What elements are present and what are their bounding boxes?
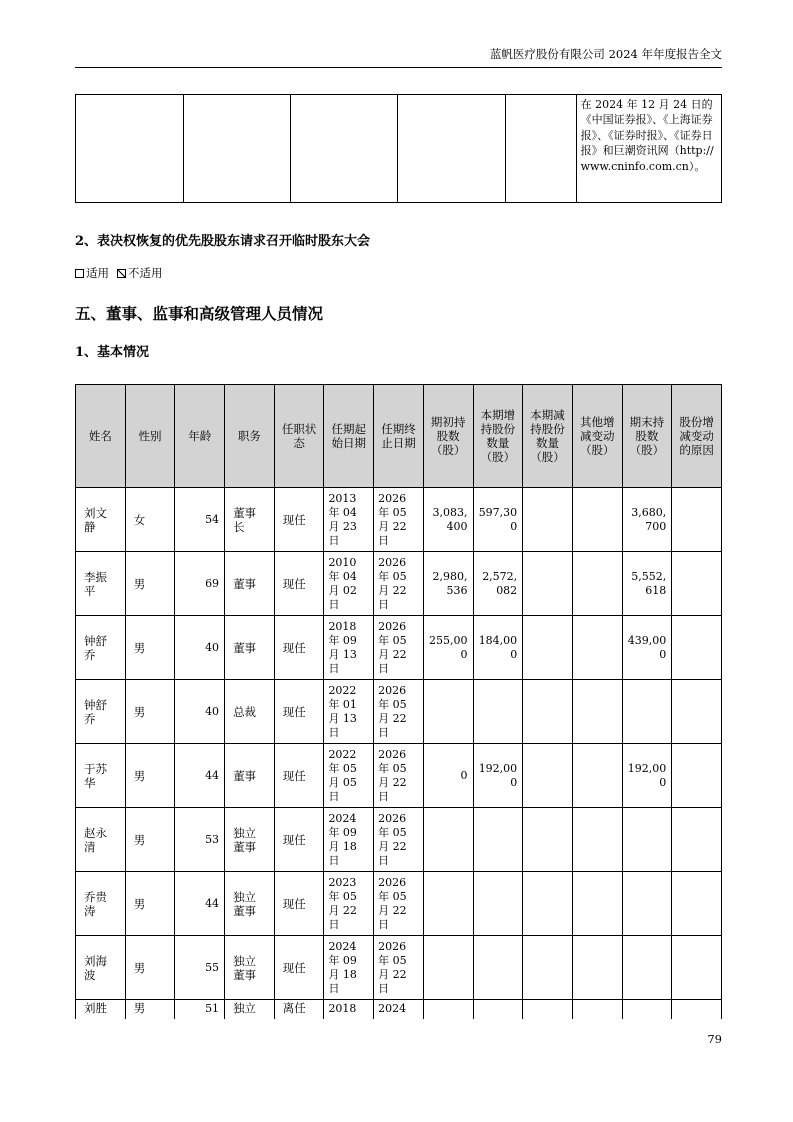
cell bbox=[523, 616, 573, 680]
column-header: 期末持股数（股） bbox=[622, 385, 672, 488]
cell bbox=[672, 744, 722, 808]
cell bbox=[672, 872, 722, 936]
cell bbox=[473, 808, 523, 872]
cell bbox=[672, 616, 722, 680]
cell bbox=[423, 680, 473, 744]
cell: 3,083,400 bbox=[423, 488, 473, 552]
applicable-line bbox=[75, 266, 722, 281]
cell bbox=[523, 872, 573, 936]
page-number: 79 bbox=[707, 1032, 722, 1046]
cell: 44 bbox=[175, 744, 225, 808]
cell: 2024 年 09 月 18 日 bbox=[324, 808, 374, 872]
cell bbox=[572, 936, 622, 1000]
table-row bbox=[76, 680, 722, 744]
cell: 2026 年 05 月 22 日 bbox=[374, 936, 424, 1000]
cell: 69 bbox=[175, 552, 225, 616]
cell: 男 bbox=[125, 680, 175, 744]
cell: 5,552,618 bbox=[622, 552, 672, 616]
empty-cell bbox=[505, 95, 576, 203]
cell: 刘海波 bbox=[76, 936, 126, 1000]
cell: 2022 年 01 月 13 日 bbox=[324, 680, 374, 744]
cell: 现任 bbox=[274, 808, 324, 872]
column-header: 姓名 bbox=[76, 385, 126, 488]
cell bbox=[423, 1000, 473, 1019]
column-header: 年龄 bbox=[175, 385, 225, 488]
cell bbox=[572, 744, 622, 808]
cell bbox=[423, 936, 473, 1000]
cell: 男 bbox=[125, 552, 175, 616]
cell: 现任 bbox=[274, 680, 324, 744]
column-header: 性别 bbox=[125, 385, 175, 488]
cell: 439,000 bbox=[622, 616, 672, 680]
directors-table-head bbox=[76, 385, 722, 488]
column-header: 任期起始日期 bbox=[324, 385, 374, 488]
cell: 2026 年 05 月 22 日 bbox=[374, 680, 424, 744]
table-row bbox=[76, 872, 722, 936]
cell: 3,680,700 bbox=[622, 488, 672, 552]
cell bbox=[672, 680, 722, 744]
cell: 于苏华 bbox=[76, 744, 126, 808]
cell: 现任 bbox=[274, 744, 324, 808]
cell: 现任 bbox=[274, 488, 324, 552]
cell bbox=[473, 872, 523, 936]
cell bbox=[423, 872, 473, 936]
cell: 2026 年 05 月 22 日 bbox=[374, 616, 424, 680]
cell: 男 bbox=[125, 616, 175, 680]
cell: 2,980,536 bbox=[423, 552, 473, 616]
cell: 刘胜 bbox=[76, 1000, 126, 1019]
applicable-option bbox=[75, 266, 109, 280]
table-row bbox=[76, 552, 722, 616]
column-header: 本期减持股份数量（股） bbox=[523, 385, 573, 488]
table-row bbox=[76, 616, 722, 680]
cell: 董事 bbox=[225, 744, 275, 808]
cell: 2024 bbox=[374, 1000, 424, 1019]
cell bbox=[672, 488, 722, 552]
cell: 2026 年 05 月 22 日 bbox=[374, 744, 424, 808]
applicable-label: 适用 bbox=[86, 266, 109, 280]
cell bbox=[523, 552, 573, 616]
cell bbox=[622, 872, 672, 936]
cell: 现任 bbox=[274, 936, 324, 1000]
cell: 2010 年 04 月 02 日 bbox=[324, 552, 374, 616]
directors-section-heading: 五、董事、监事和高级管理人员情况 bbox=[75, 304, 324, 323]
cell: 2013 年 04 月 23 日 bbox=[324, 488, 374, 552]
cell: 男 bbox=[125, 936, 175, 1000]
cell: 独立 bbox=[225, 1000, 275, 1019]
cell: 钟舒乔 bbox=[76, 680, 126, 744]
cell bbox=[672, 552, 722, 616]
column-header: 任职状态 bbox=[274, 385, 324, 488]
cell: 54 bbox=[175, 488, 225, 552]
cell: 55 bbox=[175, 936, 225, 1000]
cell bbox=[523, 808, 573, 872]
cell bbox=[672, 808, 722, 872]
cell: 2018 年 09 月 13 日 bbox=[324, 616, 374, 680]
cell: 男 bbox=[125, 744, 175, 808]
header-row bbox=[76, 385, 722, 488]
cell: 钟舒乔 bbox=[76, 616, 126, 680]
cell: 刘文静 bbox=[76, 488, 126, 552]
cell bbox=[473, 936, 523, 1000]
cell: 董事长 bbox=[225, 488, 275, 552]
cell: 董事 bbox=[225, 616, 275, 680]
cell: 2024 年 09 月 18 日 bbox=[324, 936, 374, 1000]
cell: 44 bbox=[175, 872, 225, 936]
cell: 独立董事 bbox=[225, 936, 275, 1000]
directors-table bbox=[75, 384, 722, 1019]
cell: 2023 年 05 月 22 日 bbox=[324, 872, 374, 936]
cell bbox=[572, 552, 622, 616]
cell bbox=[622, 808, 672, 872]
table-row bbox=[76, 744, 722, 808]
table-row bbox=[76, 1000, 722, 1019]
cell: 2,572,082 bbox=[473, 552, 523, 616]
column-header: 股份增减变动的原因 bbox=[672, 385, 722, 488]
cell: 192,000 bbox=[622, 744, 672, 808]
cell bbox=[523, 936, 573, 1000]
preferred-shareholders-heading: 2、表决权恢复的优先股股东请求召开临时股东大会 bbox=[75, 234, 371, 249]
cell bbox=[423, 808, 473, 872]
not-applicable-label: 不适用 bbox=[128, 266, 163, 280]
column-header: 本期增持股份数量（股） bbox=[473, 385, 523, 488]
cell: 2018 bbox=[324, 1000, 374, 1019]
column-header: 职务 bbox=[225, 385, 275, 488]
table-row bbox=[76, 95, 722, 203]
not-applicable-option bbox=[117, 266, 163, 280]
cell: 总裁 bbox=[225, 680, 275, 744]
cell bbox=[523, 744, 573, 808]
cell: 53 bbox=[175, 808, 225, 872]
directors-table-body bbox=[76, 488, 722, 1019]
cell: 男 bbox=[125, 1000, 175, 1019]
cell: 李振平 bbox=[76, 552, 126, 616]
cell: 40 bbox=[175, 616, 225, 680]
cell bbox=[473, 680, 523, 744]
cell bbox=[572, 680, 622, 744]
document-header bbox=[75, 0, 722, 68]
cell: 男 bbox=[125, 872, 175, 936]
basic-info-heading: 1、基本情况 bbox=[75, 345, 150, 360]
column-header: 任期终止日期 bbox=[374, 385, 424, 488]
cell: 女 bbox=[125, 488, 175, 552]
cell: 现任 bbox=[274, 616, 324, 680]
disclosure-media-table bbox=[75, 94, 722, 203]
cell: 192,000 bbox=[473, 744, 523, 808]
cell: 2026 年 05 月 22 日 bbox=[374, 552, 424, 616]
table-row bbox=[76, 488, 722, 552]
cell: 51 bbox=[175, 1000, 225, 1019]
cell bbox=[523, 680, 573, 744]
cell: 董事 bbox=[225, 552, 275, 616]
empty-cell bbox=[291, 95, 398, 203]
cell: 0 bbox=[423, 744, 473, 808]
cell: 255,000 bbox=[423, 616, 473, 680]
report-title: 蓝帆医疗股份有限公司 2024 年年度报告全文 bbox=[489, 47, 722, 61]
cell bbox=[473, 1000, 523, 1019]
cell: 184,000 bbox=[473, 616, 523, 680]
cell bbox=[622, 680, 672, 744]
cell: 现任 bbox=[274, 552, 324, 616]
cell bbox=[622, 1000, 672, 1019]
table-row bbox=[76, 808, 722, 872]
cell: 乔贵涛 bbox=[76, 872, 126, 936]
cell: 597,300 bbox=[473, 488, 523, 552]
empty-cell bbox=[76, 95, 184, 203]
cell bbox=[572, 488, 622, 552]
column-header: 其他增减变动（股） bbox=[572, 385, 622, 488]
cell: 40 bbox=[175, 680, 225, 744]
cell: 2026 年 05 月 22 日 bbox=[374, 872, 424, 936]
table-row bbox=[76, 936, 722, 1000]
cell: 独立董事 bbox=[225, 808, 275, 872]
unchecked-checkbox-icon bbox=[75, 269, 84, 278]
cell bbox=[672, 936, 722, 1000]
cell: 独立董事 bbox=[225, 872, 275, 936]
cell bbox=[523, 488, 573, 552]
cell bbox=[572, 872, 622, 936]
cell: 赵永清 bbox=[76, 808, 126, 872]
cell bbox=[572, 1000, 622, 1019]
cell: 2026 年 05 月 22 日 bbox=[374, 488, 424, 552]
column-header: 期初持股数（股） bbox=[423, 385, 473, 488]
checked-checkbox-icon bbox=[117, 269, 126, 278]
empty-cell bbox=[398, 95, 505, 203]
cell bbox=[572, 616, 622, 680]
cell bbox=[572, 808, 622, 872]
cell bbox=[672, 1000, 722, 1019]
page-content bbox=[75, 0, 722, 1019]
cell: 离任 bbox=[274, 1000, 324, 1019]
cell bbox=[622, 936, 672, 1000]
cell: 现任 bbox=[274, 872, 324, 936]
cell: 2026 年 05 月 22 日 bbox=[374, 808, 424, 872]
empty-cell bbox=[183, 95, 290, 203]
cell: 男 bbox=[125, 808, 175, 872]
cell bbox=[523, 1000, 573, 1019]
disclosure-media-cell: 在 2024 年 12 月 24 日的《中国证券报》、《上海证券报》、《证券时报》、《证券日报》和巨潮资讯网（http://www.cninfo.com.cn）。 bbox=[576, 95, 721, 203]
cell: 2022 年 05 月 05 日 bbox=[324, 744, 374, 808]
